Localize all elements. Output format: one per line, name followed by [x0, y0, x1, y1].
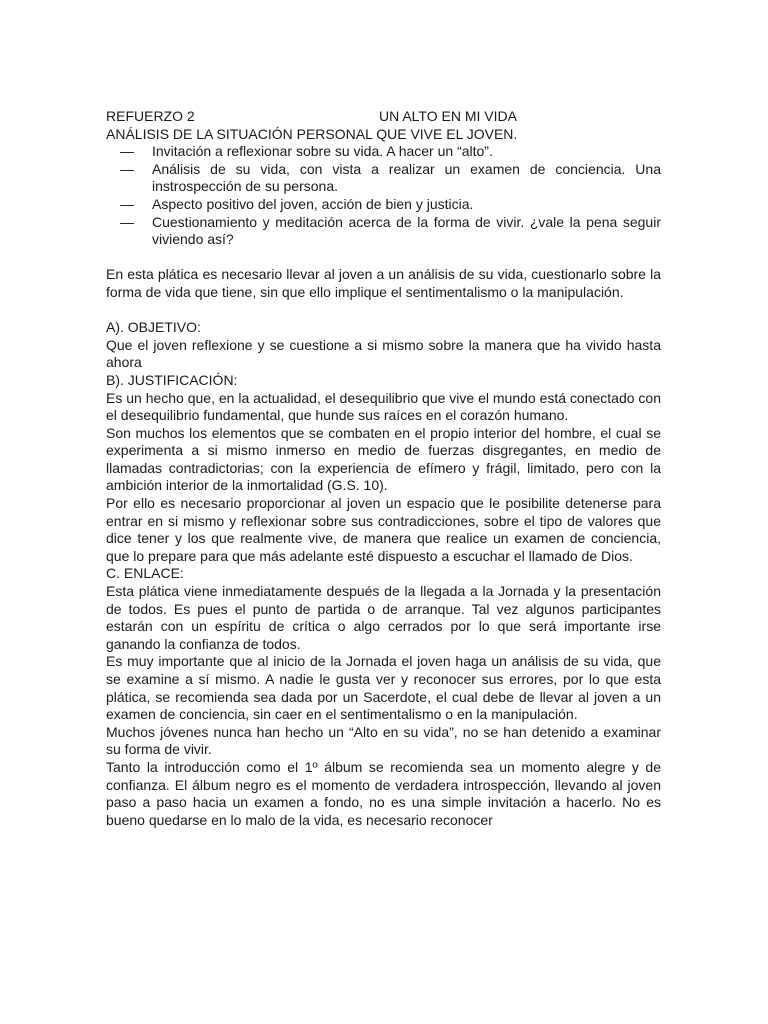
justificacion-paragraph: Son muchos los elementos que se combaten en el propio interior del hombre, el cual se experimenta a si mismo inmerso en medio de fuerzas disgregantes, en medio de llamadas contradictorias; con la experiencia de efímero y frágil, limitado, pero con la ambición interior de la inmortalidad (G.S. 10).	[106, 424, 661, 494]
section-number: REFUERZO 2	[106, 108, 195, 124]
bullet-list	[106, 143, 661, 249]
intro-paragraph: En esta plática es necesario llevar al joven a un análisis de su vida, cuestionarlo sobre la forma de vida que tiene, sin que ello implique el sentimentalismo o la manipulación.	[106, 266, 661, 300]
dash-bullet-icon: —	[120, 195, 134, 212]
bullet-item	[106, 161, 661, 196]
bullet-text: Análisis de su vida, con vista a realizar un examen de conciencia. Una instrospección de su persona.	[152, 160, 661, 195]
enlace-paragraph: Tanto la introducción como el 1º álbum se recomienda sea un momento alegre y de confianza. El álbum negro es el momento de verdadera introspección, llevando al joven paso a paso hacia un examen a fondo, no es una simple invitación a hacerlo. No es bueno quedarse en lo malo de la vida, es necesario reconocer	[106, 758, 661, 828]
enlace-heading: C. ENLACE:	[106, 565, 184, 582]
justificacion-paragraph: Es un hecho que, en la actualidad, el desequilibrio que vive el mundo está conectado con el desequilibrio fundamental, que hunde sus raíces en el corazón humano.	[106, 389, 661, 424]
header-line	[106, 108, 661, 126]
dash-bullet-icon: —	[120, 160, 134, 177]
bullet-item	[106, 196, 661, 214]
dash-bullet-icon: —	[120, 213, 134, 230]
document-subtitle: ANÁLISIS DE LA SITUACIÓN PERSONAL QUE VIVE EL JOVEN.	[106, 125, 518, 142]
justificacion-heading: B). JUSTIFICACIÓN:	[106, 371, 238, 388]
dash-bullet-icon: —	[120, 143, 134, 160]
spacer	[106, 302, 661, 320]
document-page	[106, 108, 661, 829]
bullet-text: Aspecto positivo del joven, acción de bien y justicia.	[152, 195, 474, 212]
bullet-item	[106, 214, 661, 249]
bullet-item	[106, 143, 661, 161]
enlace-paragraph: Esta plática viene inmediatamente después de la llegada a la Jornada y la presentación de todos. Es pues el punto de partida o de arranque. Tal vez algunos participantes estarán con un espíritu de crítica o algo cerrados por lo que será importante irse ganando la confianza de todos.	[106, 583, 661, 652]
objetivo-heading: A). OBJETIVO:	[106, 319, 201, 336]
spacer	[106, 249, 661, 267]
bullet-text: Cuestionamiento y meditación acerca de la forma de vivir. ¿vale la pena seguir viviendo así?	[152, 213, 661, 248]
objetivo-text: Que el joven reflexione y se cuestione a si mismo sobre la manera que ha vivido hasta ahora	[106, 336, 661, 371]
enlace-paragraph: Muchos jóvenes nunca han hecho un “Alto en su vida”, no se han detenido a examinar su forma de vivir.	[106, 723, 661, 758]
document-title: UN ALTO EN MI VIDA	[379, 108, 517, 124]
enlace-paragraph: Es muy importante que al inicio de la Jornada el joven haga un análisis de su vida, que se examine a sí mismo. A nadie le gusta ver y reconocer sus errores, por lo que esta plática, se recomienda sea dada por un Sacerdote, el cual debe de llevar al joven a un examen de conciencia, sin caer en el sentimentalismo o en la manipulación.	[106, 653, 661, 723]
bullet-text: Invitación a reflexionar sobre su vida. A hacer un “alto”.	[152, 143, 493, 160]
justificacion-paragraph: Por ello es necesario proporcionar al joven un espacio que le posibilite detenerse para entrar en si mismo y reflexionar sobre sus contradicciones, sobre el tipo de valores que dice tener y los que realmente vive, de manera que realice un examen de conciencia, que lo prepare para que más adelante esté dispuesto a escuchar el llamado de Dios.	[106, 495, 661, 564]
